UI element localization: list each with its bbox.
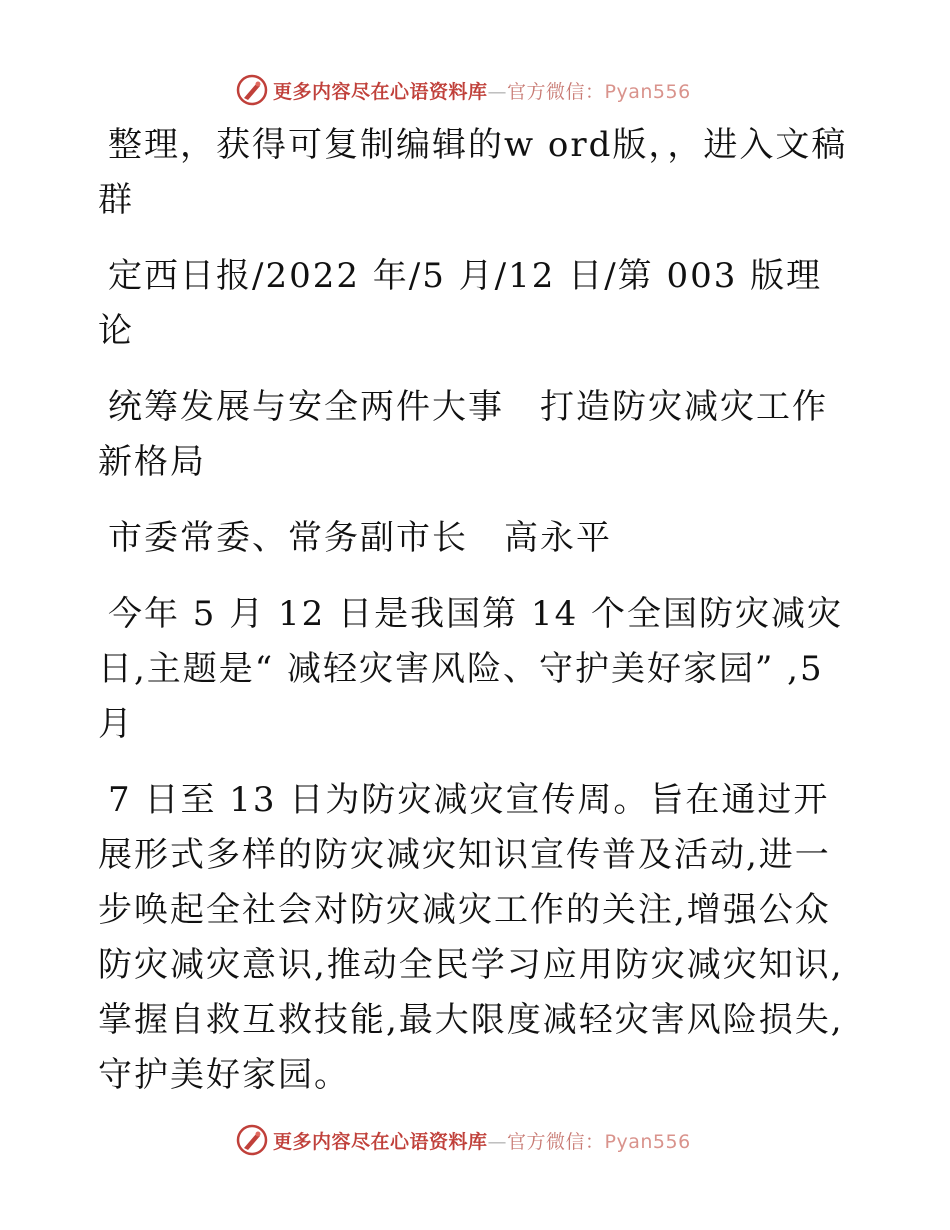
watermark-label: 官方微信： xyxy=(507,80,605,103)
body-paragraph-2: 7 日至 13 日为防灾减灾宣传周。旨在通过开展形式多样的防灾减灾知识宣传普及活动,进一步唤起全社会对防灾减灾工作的关注,增强公众防灾减灾意识,推动全民学习应用防灾减灾知识,掌握自救互救技能,最大限度减轻灾害风险损失,守护美好家园。 xyxy=(98,780,844,1095)
watermark-account: Pyan556 xyxy=(604,1130,691,1153)
watermark-separator: — xyxy=(487,1130,508,1153)
document-body xyxy=(98,118,854,1124)
pen-logo-icon xyxy=(235,1123,269,1157)
footer-watermark xyxy=(235,1122,691,1158)
article-title: 统筹发展与安全两件大事 打造防灾减灾工作新格局 xyxy=(98,387,828,482)
watermark-site: 更多内容尽在心语资料库 xyxy=(273,80,488,103)
author-line: 市委常委、常务副市长 高永平 xyxy=(108,518,612,558)
watermark-label: 官方微信： xyxy=(507,1130,605,1153)
header-watermark xyxy=(235,72,691,108)
source-line: 定西日报/2022 年/5 月/12 日/第 003 版理论 xyxy=(98,256,823,351)
watermark-separator: — xyxy=(487,80,508,103)
intro-line: 整理，获得可复制编辑的w ord版，，进入文稿群 xyxy=(98,125,848,220)
body-paragraph-1: 今年 5 月 12 日是我国第 14 个全国防灾减灾日,主题是“ 减轻灾害风险、守护美好家园” ,5 月 xyxy=(98,594,844,744)
watermark-account: Pyan556 xyxy=(604,80,691,103)
watermark-site: 更多内容尽在心语资料库 xyxy=(273,1130,488,1153)
pen-logo-icon xyxy=(235,73,269,107)
